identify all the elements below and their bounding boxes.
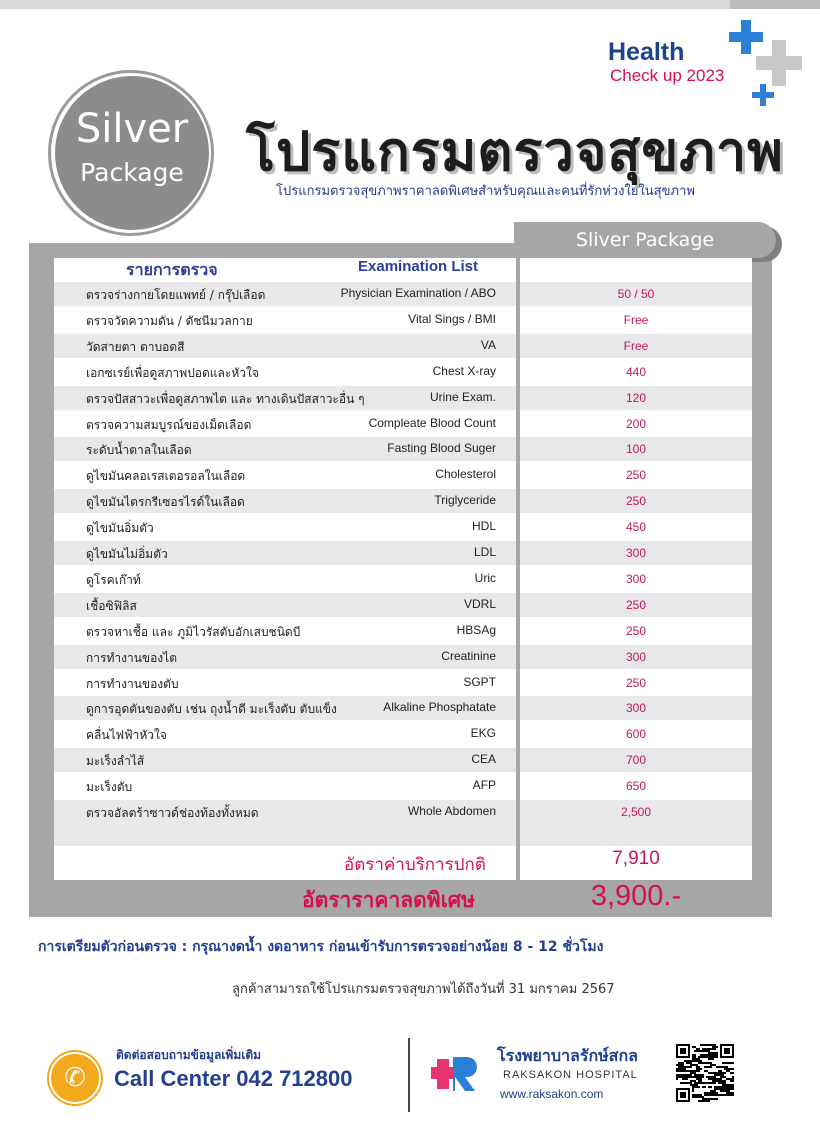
exam-price: 250 <box>625 676 647 690</box>
table-row <box>54 774 752 798</box>
exam-price: 200 <box>625 417 647 431</box>
special-price-value: 3,900.- <box>590 880 682 912</box>
plus-icon-small <box>752 84 774 106</box>
exam-price: 250 <box>625 468 647 482</box>
exam-name-en: EKG <box>470 726 496 740</box>
exam-price: 300 <box>625 546 647 560</box>
exam-name-th: ดูโรคเก๊าท์ <box>86 573 141 587</box>
exam-name-th: ดูไขมันอิ่มตัว <box>86 521 154 535</box>
logo-checkup: Check up 2023 <box>610 66 725 85</box>
table-row <box>54 645 752 669</box>
exam-name-en: Chest X-ray <box>432 364 496 378</box>
column-header-th: รายการตรวจ <box>126 260 218 279</box>
table-row <box>54 593 752 617</box>
contact-label: ติดต่อสอบถามข้อมูลเพิ่มเติม <box>116 1048 262 1062</box>
exam-name-th: ตรวจวัดความดัน / ดัชนีมวลกาย <box>86 314 253 328</box>
table-row <box>54 463 752 487</box>
table-blank-row <box>54 820 516 846</box>
exam-price: 450 <box>625 520 647 534</box>
table-row <box>54 412 752 436</box>
table-row <box>54 722 752 746</box>
package-tab: Sliver Package <box>514 222 776 258</box>
call-center-number[interactable]: Call Center 042 712800 <box>114 1066 353 1091</box>
table-row <box>54 360 752 384</box>
table-row <box>54 619 752 643</box>
normal-price-label: อัตราค่าบริการปกติ <box>344 855 486 875</box>
exam-name-th: มะเร็งตับ <box>86 780 133 794</box>
exam-name-en: Cholesterol <box>435 467 496 481</box>
table-row <box>54 334 752 358</box>
exam-name-en: Physician Examination / ABO <box>340 286 496 300</box>
qr-code-icon[interactable] <box>676 1044 734 1102</box>
table-row <box>54 386 752 410</box>
exam-name-th: คลื่นไฟฟ้าหัวใจ <box>86 728 167 742</box>
exam-name-th: ดูการอุดตันของตับ เช่น ถุงน้ำดี มะเร็งตับ ตับแข็ง <box>86 702 337 716</box>
table-row <box>54 567 752 591</box>
exam-name-th: เชื้อซิฟิลิส <box>86 599 137 613</box>
phone-icon: ✆ <box>49 1052 101 1104</box>
exam-price: 50 / 50 <box>617 287 655 301</box>
exam-name-th: ดูไขมันคลอเรสเตอรอลในเลือด <box>86 469 246 483</box>
table-row <box>54 282 752 306</box>
exam-name-en: LDL <box>473 545 496 559</box>
exam-price: 440 <box>625 365 647 379</box>
exam-price: 250 <box>625 624 647 638</box>
normal-price-value: 7,910 <box>612 848 660 869</box>
exam-name-en: AFP <box>472 778 496 792</box>
exam-name-en: HDL <box>471 519 496 533</box>
badge-subtitle: Package <box>80 158 184 187</box>
exam-name-th: เอกซเรย์เพื่อดูสภาพปอดและหัวใจ <box>86 366 259 380</box>
table-row <box>54 489 752 513</box>
table-blank-row-right <box>520 820 752 846</box>
table-row <box>54 541 752 565</box>
exam-price: 2,500 <box>620 805 652 819</box>
page-subtitle: โปรแกรมตรวจสุขภาพราคาลดพิเศษสำหรับคุณและคนที่รักห่วงใยในสุขภาพ <box>276 184 695 199</box>
exam-price: Free <box>623 313 649 327</box>
exam-price: 300 <box>625 572 647 586</box>
exam-name-en: SGPT <box>463 675 496 689</box>
exam-price: 700 <box>625 753 647 767</box>
exam-name-th: ระดับน้ำตาลในเลือด <box>86 443 192 457</box>
table-row <box>54 671 752 695</box>
exam-name-th: ตรวจความสมบูรณ์ของเม็ดเลือด <box>86 418 252 432</box>
exam-price: 300 <box>625 650 647 664</box>
top-bar-accent <box>730 0 820 9</box>
exam-name-th: ตรวจปัสสาวะเพื่อดูสภาพไต และ ทางเดินปัสสาวะอื่น ๆ <box>86 392 365 406</box>
exam-name-th: ดูไขมันไตรกรีเซอรไรด์ในเลือด <box>86 495 245 509</box>
footer-divider <box>408 1038 410 1112</box>
exam-price: 600 <box>625 727 647 741</box>
table-row <box>54 515 752 539</box>
exam-name-th: การทำงานของตับ <box>86 677 179 691</box>
exam-name-en: Uric <box>474 571 496 585</box>
column-header-en: Examination List <box>358 258 479 275</box>
plus-icon-gray <box>756 40 802 86</box>
hospital-name-th: โรงพยาบาลรักษ์สกล <box>497 1046 638 1065</box>
hospital-logo-icon <box>431 1053 481 1095</box>
exam-name-en: VDRL <box>463 597 496 611</box>
exam-price: 250 <box>625 494 647 508</box>
page-title: โปรแกรมตรวจสุขภาพ <box>246 120 784 183</box>
table-row <box>54 308 752 332</box>
exam-name-en: Triglyceride <box>434 493 496 507</box>
exam-name-th: ตรวจอัลตร้าซาวด์ช่องท้องทั้งหมด <box>86 806 259 820</box>
exam-name-th: ตรวจร่างกายโดยแพทย์ / กรุ๊ปเลือด <box>86 288 266 302</box>
exam-name-en: Urine Exam. <box>429 390 496 404</box>
top-bar <box>0 0 820 9</box>
exam-price: 120 <box>625 391 647 405</box>
special-price-label: อัตราราคาลดพิเศษ <box>302 888 475 912</box>
exam-name-en: Creatinine <box>441 649 496 663</box>
exam-name-th: ตรวจหาเชื้อ และ ภูมิไวรัสตับอักเสบชนิดบี <box>86 625 301 639</box>
table-row <box>54 696 752 720</box>
exam-price: 650 <box>625 779 647 793</box>
hospital-website[interactable]: www.raksakon.com <box>500 1087 604 1101</box>
exam-name-en: Alkaline Phosphatate <box>383 700 496 714</box>
exam-name-th: ดูไขมันไม่อิ่มตัว <box>86 547 168 561</box>
exam-name-en: Whole Abdomen <box>407 804 496 818</box>
table-row <box>54 748 752 772</box>
exam-name-en: CEA <box>471 752 496 766</box>
exam-name-en: Compleate Blood Count <box>368 416 496 430</box>
badge-title: Silver <box>75 106 189 152</box>
hospital-name-en: RAKSAKON HOSPITAL <box>503 1069 638 1081</box>
exam-price: 300 <box>625 701 647 715</box>
exam-name-th: วัดสายตา ตาบอดสี <box>86 340 185 354</box>
exam-name-th: การทำงานของไต <box>86 651 177 665</box>
validity-note: ลูกค้าสามารถใช้โปรแกรมตรวจสุขภาพได้ถึงวันที่ 31 มกราคม 2567 <box>232 982 615 997</box>
exam-name-th: มะเร็งลำไส้ <box>86 754 145 768</box>
preparation-note: การเตรียมตัวก่อนตรวจ : กรุณางดน้ำ งดอาหาร ก่อนเข้ารับการตรวจอย่างน้อย 8 - 12 ชั่วโมง <box>38 939 604 955</box>
exam-price: Free <box>623 339 649 353</box>
exam-name-en: HBSAg <box>456 623 496 637</box>
table-row <box>54 437 752 461</box>
exam-name-en: VA <box>480 338 496 352</box>
exam-name-en: Fasting Blood Suger <box>387 441 496 455</box>
exam-price: 250 <box>625 598 647 612</box>
exam-name-en: Vital Sings / BMI <box>408 312 496 326</box>
silver-package-badge <box>55 76 209 230</box>
exam-price: 100 <box>625 442 647 456</box>
logo-health: Health <box>608 38 685 66</box>
